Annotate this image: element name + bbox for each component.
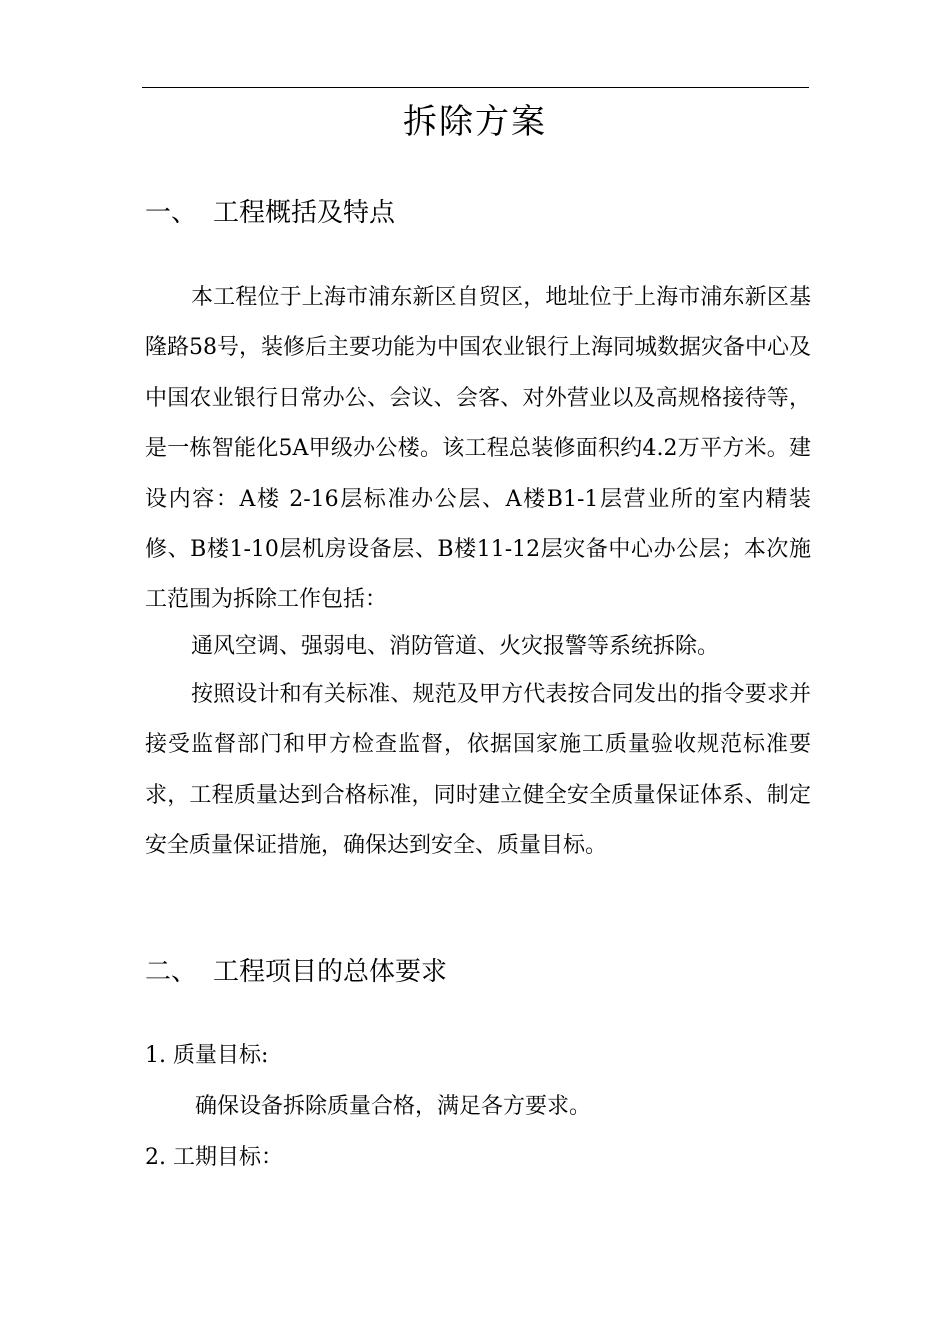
item-1-text: 确保设备拆除质量合格，满足各方要求。: [195, 1094, 592, 1119]
section-2-heading: [145, 952, 447, 992]
section-1-heading: [145, 193, 395, 233]
scope-line: 通风空调、强弱电、消防管道、火灾报警等系统拆除。: [191, 634, 720, 659]
item-1-label: 1. 质量目标:: [145, 1043, 269, 1068]
section-1-number: 一、: [145, 198, 198, 228]
section-2-number: 二、: [145, 957, 198, 987]
section-1-paragraph-2: 按照设计和有关标准、规范及甲方代表按合同发出的指令要求并接受监督部门和甲方检查监督，依据国家施工质量验收规范标准要求，工程质量达到合格标准，同时建立健全安全质量保证体系、制定安全质量保证措施，确保达到安全、质量目标。: [145, 682, 811, 859]
document-title: 拆除方案: [403, 102, 547, 142]
header-rule: [142, 87, 809, 88]
item-2-label: 2. 工期目标：: [145, 1145, 283, 1170]
section-1-paragraph-1: 本工程位于上海市浦东新区自贸区，地址位于上海市浦东新区基隆路58号，装修后主要功能为中国农业银行上海同城数据灾备中心及中国农业银行日常办公、会议、会客、对外营业以及高规格接待等，是一栋智能化5A甲级办公楼。该工程总装修面积约4.2万平方米。建设内容：A楼 2-16层标准办公层、A楼B1-1层营业所的室内精装修、B楼1-10层机房设备层、B楼11-12层灾备中心办公层；本次施工范围为拆除工作包括：: [145, 285, 811, 613]
section-2-title: 工程项目的总体要求: [213, 957, 448, 987]
section-1-title: 工程概括及特点: [213, 198, 396, 228]
